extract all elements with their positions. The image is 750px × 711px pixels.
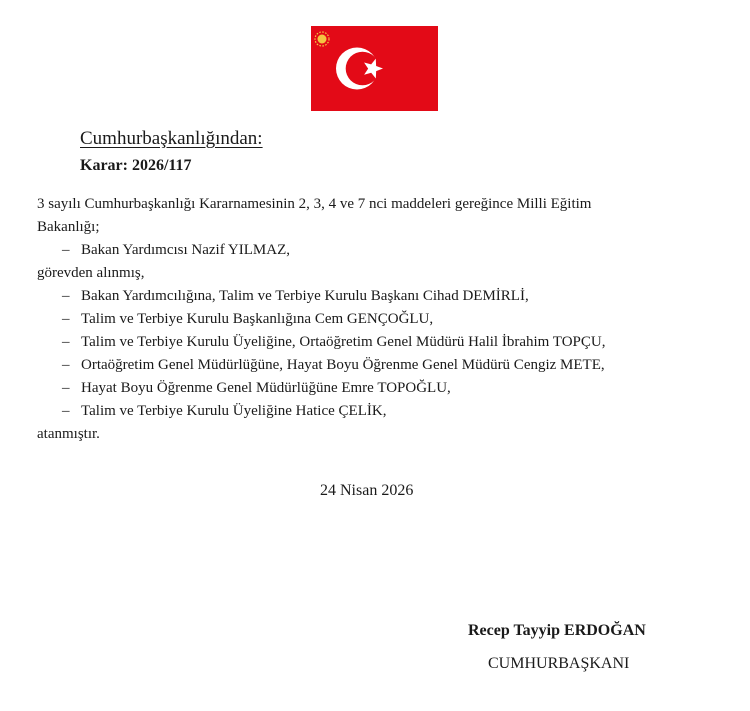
dash-bullet: – bbox=[62, 311, 70, 327]
document-heading: Cumhurbaşkanlığından: bbox=[80, 128, 263, 149]
list-item bbox=[37, 400, 727, 423]
dash-bullet: – bbox=[62, 242, 70, 258]
signer-name: Recep Tayyip ERDOĞAN bbox=[468, 622, 646, 639]
closing-text: atanmıştır. bbox=[37, 426, 100, 442]
dash-bullet: – bbox=[62, 403, 70, 419]
dash-bullet: – bbox=[62, 380, 70, 396]
appointment-text: Bakan Yardımcılığına, Talim ve Terbiye Kurulu Başkanı Cihad DEMİRLİ, bbox=[81, 288, 529, 304]
list-item bbox=[37, 354, 727, 377]
turkish-flag-icon bbox=[311, 26, 438, 111]
list-item bbox=[37, 308, 727, 331]
appointment-text: Ortaöğretim Genel Müdürlüğüne, Hayat Boyu Öğrenme Genel Müdürü Cengiz METE, bbox=[81, 357, 605, 373]
appointment-text: Talim ve Terbiye Kurulu Üyeliğine, Ortaöğretim Genel Müdürü Halil İbrahim TOPÇU, bbox=[81, 334, 606, 350]
signer-title: CUMHURBAŞKANI bbox=[488, 655, 630, 672]
appointment-text: Talim ve Terbiye Kurulu Başkanlığına Cem GENÇOĞLU, bbox=[81, 311, 434, 327]
list-item bbox=[37, 377, 727, 400]
dash-bullet: – bbox=[62, 334, 70, 350]
appointment-text: Talim ve Terbiye Kurulu Üyeliğine Hatice ÇELİK, bbox=[81, 403, 387, 419]
document-date: 24 Nisan 2026 bbox=[320, 482, 414, 499]
intro-line-1: 3 sayılı Cumhurbaşkanlığı Kararnamesinin 2, 3, 4 ve 7 nci maddeleri gereğince Milli Eğitim bbox=[37, 196, 592, 212]
list-item bbox=[37, 285, 727, 308]
dash-bullet: – bbox=[62, 357, 70, 373]
appointment-text: Hayat Boyu Öğrenme Genel Müdürlüğüne Emre TOPOĞLU, bbox=[81, 380, 451, 396]
intro-line-2: Bakanlığı; bbox=[37, 219, 100, 235]
document-body bbox=[37, 193, 727, 446]
list-item bbox=[37, 331, 727, 354]
removed-official: Bakan Yardımcısı Nazif YILMAZ, bbox=[81, 242, 290, 258]
decision-number: Karar: 2026/117 bbox=[80, 157, 192, 174]
dash-bullet: – bbox=[62, 288, 70, 304]
removed-suffix: görevden alınmış, bbox=[37, 265, 145, 281]
list-item bbox=[37, 239, 727, 262]
